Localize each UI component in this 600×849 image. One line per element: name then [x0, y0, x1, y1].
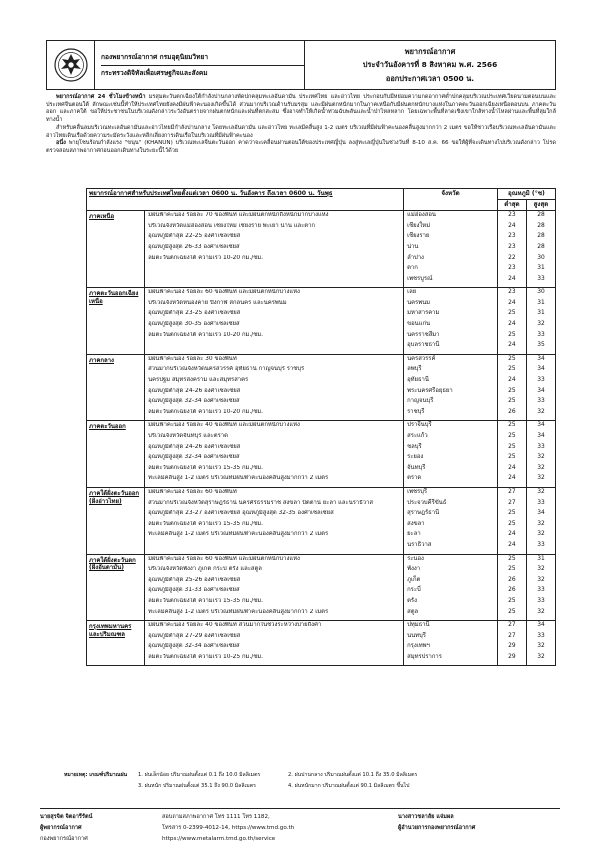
min-temp: 27: [508, 499, 516, 506]
region-name: ภาคใต้ฝั่งตะวันตก (ฝั่งอันดามัน): [87, 554, 145, 621]
min-temp: 27: [508, 488, 516, 495]
max-temp: 34: [537, 366, 545, 373]
forecast-table-body: [87, 211, 556, 666]
forecast-line: บริเวณจังหวัดหนองคาย บึงกาฬ สกลนคร และนครพนม: [148, 299, 287, 306]
min-temp-cell: [497, 554, 526, 621]
forecast-line: มีฝนฟ้าคะนอง ร้อยละ 70 ของพื้นที่ และมีฝนตกหนักถึงหนักมากบางแห่ง: [148, 212, 329, 219]
min-temp: 25: [508, 510, 516, 517]
region-row: [87, 487, 556, 554]
min-temp: 24: [508, 377, 516, 384]
max-temp: 28: [537, 212, 545, 219]
synopsis-text-3: พายุโซนร้อนกำลังแรง "ขนุน" (KHANUN) บริเวณทะเลจีนตะวันออก คาดว่าจะเคลื่อนผ่านตอนใต้ของประเทศญี่ปุ่น ลงสู่ทะเลญี่ปุ่นในช่วงวันที่ 8-10 ส.ค. 66 ขอให้ผู้ที่จะเดินทางไปบริเวณดังกล่าว โปรดตรวจสอบสภาพอากาศก่อนออกเดินทางในระยะนี้ไว้ด้วย: [46, 140, 556, 155]
forecaster-title: ผู้พยากรณ์อากาศ: [40, 824, 82, 831]
forecast-line: มีฝนฟ้าคะนอง ร้อยละ 40 ของพื้นที่ และมีฝนตกหนักบางแห่ง: [148, 422, 300, 429]
min-temp: 25: [508, 355, 516, 362]
forecast-line: อุณหภูมิสูงสุด 32-34 องศาเซลเซียส: [148, 454, 240, 461]
max-temp: 32: [537, 643, 545, 650]
forecast-line: อุณหภูมิสูงสุด 32-34 องศาเซลเซียส: [148, 643, 240, 650]
max-temp: 33: [537, 443, 545, 450]
max-temp: 32: [537, 566, 545, 573]
document-header: [46, 40, 556, 90]
province-name: กระบี่: [407, 587, 421, 594]
synopsis-note-lead: อนึ่ง: [56, 140, 66, 147]
min-temp: 24: [508, 222, 516, 229]
max-temp-cell: [526, 354, 555, 421]
min-temp: 23: [508, 212, 516, 219]
min-temp: 24: [508, 541, 516, 548]
region-row: [87, 211, 556, 288]
province-name: อุบลราชธานี: [407, 342, 440, 349]
forecast-line: มีฝนฟ้าคะนอง ร้อยละ 60 ของพื้นที่ และมีฝนตกหนักบางแห่ง: [148, 555, 300, 562]
province-name: ประจวบคีรีขันธ์: [407, 499, 447, 506]
max-temp: 32: [537, 321, 545, 328]
min-temp-cell: [497, 288, 526, 355]
min-temp: 25: [508, 555, 516, 562]
max-temp-cell: [526, 487, 555, 554]
province-name: ลำปาง: [407, 254, 424, 261]
min-temp: 25: [508, 520, 516, 527]
max-temp: 31: [537, 299, 545, 306]
province-name: ตาก: [407, 265, 418, 272]
forecast-line: ลมตะวันตกเฉียงใต้ ความเร็ว 15-35 กม./ชม.: [148, 520, 264, 527]
province-name: ตราด: [407, 475, 422, 482]
province-name: ตรัง: [407, 597, 417, 604]
region-name: ภาคตะวันออกเฉียงเหนือ: [87, 288, 145, 355]
min-temp: 23: [508, 233, 516, 240]
province-name: ขอนแก่น: [407, 321, 431, 328]
forecast-line: อุณหภูมิต่ำสุด 22-25 องศาเซลเซียส: [148, 233, 241, 240]
min-temp-cell: [497, 487, 526, 554]
director-title: ผู้อำนวยการกองพยากรณ์อากาศ: [398, 824, 476, 831]
min-temp: 26: [508, 587, 516, 594]
rainfall-legend: [64, 772, 554, 790]
min-temp: 25: [508, 454, 516, 461]
max-temp: 34: [537, 387, 545, 394]
province-name: น่าน: [407, 243, 419, 250]
region-forecast: [145, 487, 404, 554]
forecast-line: บริเวณจังหวัดพังงา ภูเก็ต กระบี่ ตรัง และสตูล: [148, 566, 262, 573]
region-row: [87, 288, 556, 355]
province-name: ลพบุรี: [407, 366, 422, 373]
title-block: [305, 41, 555, 89]
max-temp: 32: [537, 454, 545, 461]
region-forecast: [145, 421, 404, 488]
max-temp-cell: [526, 621, 555, 666]
document-date: ประจำวันอังคารที่ 8 สิงหาคม พ.ศ. 2566: [362, 60, 498, 70]
contact-fax-web[interactable]: โทรสาร 0-2399-4012-14, https://www.tmd.go.th: [162, 824, 295, 831]
max-temp: 31: [537, 265, 545, 272]
forecast-line: มีฝนฟ้าคะนอง ร้อยละ 30 ของพื้นที่: [148, 355, 237, 362]
province-name: มหาสารคาม: [407, 310, 440, 317]
garuda-emblem-icon: [53, 46, 89, 84]
max-temp-cell: [526, 554, 555, 621]
max-temp: 33: [537, 275, 545, 282]
region-name: ภาคเหนือ: [87, 211, 145, 288]
min-temp: 25: [508, 310, 516, 317]
province-name: ปทุมธานี: [407, 622, 430, 629]
province-name: พระนครศรีอยุธยา: [407, 387, 453, 394]
max-temp: 34: [537, 510, 545, 517]
max-temp: 33: [537, 398, 545, 405]
province-name: สตูล: [407, 608, 419, 615]
service-link[interactable]: https://www.metalarm.tmd.go.th/service: [162, 835, 276, 842]
min-temp: 29: [508, 653, 516, 660]
province-name: ภูเก็ต: [407, 576, 421, 583]
max-temp: 32: [537, 531, 545, 538]
min-temp: 24: [508, 299, 516, 306]
province-name: เชียงใหม่: [407, 222, 431, 229]
forecast-line: อุณหภูมิต่ำสุด 24-26 องศาเซลเซียส: [148, 443, 241, 450]
province-name: สระแก้ว: [407, 433, 428, 439]
region-forecast: [145, 554, 404, 621]
province-name: นนทบุรี: [407, 632, 426, 639]
forecast-line: ทะเลมีคลื่นสูง 1-2 เมตร บริเวณที่มีฝนฟ้าคะนองคลื่นสูงมากกว่า 2 เมตร: [148, 531, 329, 538]
min-temp: 25: [508, 608, 516, 615]
forecast-line: ลมตะวันตกเฉียงใต้ ความเร็ว 10-25 กม./ชม.: [148, 653, 264, 660]
legend-label: หมายเหตุ: เกณฑ์ปริมาณฝน: [64, 772, 128, 778]
max-temp: 32: [537, 475, 545, 482]
ministry-name: กระทรวงดิจิทัลเพื่อเศรษฐกิจและสังคม: [101, 68, 208, 77]
forecaster-name: นายสุรจิต จิตอารีรัตน์: [40, 813, 93, 820]
max-temp: 34: [537, 422, 545, 429]
province-name: เพชรบุรี: [407, 488, 428, 495]
max-temp: 33: [537, 587, 545, 594]
province-name: ชลบุรี: [407, 443, 422, 450]
min-temp: 24: [508, 342, 516, 349]
max-temp: 35: [537, 342, 545, 349]
forecast-line: ลมตะวันตกเฉียงใต้ ความเร็ว 10-20 กม./ชม.: [148, 408, 264, 415]
director-name: นางสาวชลาลัย แจ่มผล: [398, 813, 454, 820]
region-name: ภาคใต้ฝั่งตะวันออก (ฝั่งอ่าวไทย): [87, 487, 145, 554]
legend-item: 1. ฝนเล็กน้อย ปริมาณฝนตั้งแต่ 0.1 ถึง 10.0 มิลลิเมตร: [138, 772, 261, 778]
max-temp: 32: [537, 488, 545, 495]
province-name: แม่ฮ่องสอน: [407, 212, 436, 219]
min-temp: 25: [508, 387, 516, 394]
forecast-line: อุณหภูมิสูงสุด 31-33 องศาเซลเซียส: [148, 587, 240, 594]
province-name-cell: [404, 288, 498, 355]
max-temp: 33: [537, 541, 545, 548]
min-temp: 24: [508, 464, 516, 471]
min-temp: 24: [508, 531, 516, 538]
province-name: อุทัยธานี: [407, 377, 429, 384]
legend-grid: [138, 772, 468, 790]
min-temp-header: ต่ำสุด: [497, 200, 526, 211]
forecast-line: ทะเลมีคลื่นสูง 1-2 เมตร บริเวณที่มีฝนฟ้าคะนองคลื่นสูงมากกว่า 2 เมตร: [148, 608, 329, 615]
forecast-line: ลมตะวันตกเฉียงใต้ ความเร็ว 10-20 กม./ชม.: [148, 331, 264, 338]
max-temp: 32: [537, 576, 545, 583]
department-block: [95, 41, 305, 89]
max-temp: 28: [537, 233, 545, 240]
min-temp: 25: [508, 566, 516, 573]
max-temp: 34: [537, 622, 545, 629]
min-temp-cell: [497, 211, 526, 288]
max-temp: 28: [537, 243, 545, 250]
min-temp: 27: [508, 632, 516, 639]
forecast-line: บริเวณจังหวัดแม่ฮ่องสอน เชียงใหม่ เชียงราย พะเยา น่าน และตาก: [148, 222, 316, 229]
province-name-cell: [404, 487, 498, 554]
min-temp: 25: [508, 422, 516, 429]
province-name: เพชรบูรณ์: [407, 275, 433, 282]
forecast-line: มีฝนฟ้าคะนอง ร้อยละ 60 ของพื้นที่: [148, 488, 237, 495]
synopsis-paragraph-1: [46, 94, 556, 125]
region-row: [87, 621, 556, 666]
forecast-line: อุณหภูมิสูงสุด 30-35 องศาเซลเซียส: [148, 321, 240, 328]
max-temp: 32: [537, 653, 545, 660]
forecast-line: ส่วนมากบริเวณจังหวัดนครสวรรค์ อุทัยธานี กาญจนบุรี ราชบุรี: [148, 366, 305, 373]
contact-phone: สอบถามสภาพอากาศ โทร 1111 โทร 1182,: [162, 813, 270, 820]
max-temp: 34: [537, 433, 545, 439]
max-temp: 33: [537, 331, 545, 338]
province-name: เลย: [407, 289, 417, 296]
forecast-line: มีฝนฟ้าคะนอง ร้อยละ 60 ของพื้นที่ และมีฝนตกหนักบางแห่ง: [148, 289, 300, 296]
max-temp-cell: [526, 211, 555, 288]
max-temp: 32: [537, 408, 545, 415]
synopsis-paragraph-3: [46, 140, 556, 155]
document-title: พยากรณ์อากาศ: [404, 46, 456, 56]
forecast-line: ทะเลมีคลื่นสูง 1-2 เมตร บริเวณที่มีฝนฟ้าคะนองคลื่นสูงมากกว่า 2 เมตร: [148, 475, 329, 482]
max-temp: 33: [537, 597, 545, 604]
max-temp: 30: [537, 254, 545, 261]
province-name: สมุทรปราการ: [407, 653, 442, 660]
max-temp: 33: [537, 377, 545, 384]
forecast-line: อุณหภูมิสูงสุด 32-34 องศาเซลเซียส: [148, 398, 240, 405]
region-row: [87, 421, 556, 488]
min-temp: 26: [508, 408, 516, 415]
document-footer: [40, 812, 560, 845]
province-name: จันทบุรี: [407, 464, 426, 471]
province-name-cell: [404, 211, 498, 288]
min-temp: 25: [508, 366, 516, 373]
synopsis-text-1: มรสุมตะวันตกเฉียงใต้กำลังปานกลางพัดปกคลุมทะเลอันดามัน ประเทศไทย และอ่าวไทย ประกอบกับมีหย่อมความกดอากาศต่ำปกคลุมบริเวณประเทศเวียดนามตอนบนและประเทศจีนตอนใต้ ลักษณะเช่นนี้ทำให้ประเทศไทยยังคงมีฝนฟ้าคะนองเกิดขึ้นได้ ส่วนมากบริเวณด้านรับมรสุม และมีฝนตกหนักมากในภาคเหนือกับมีฝนตกหนักบางแห่งในภาคตะวันออกเฉียงเหนือตอนบน ภาคตะวันออก และภาคใต้ ขอให้ประชาชนในบริเวณดังกล่าวระวังอันตรายจากฝนตกหนักและฝนที่ตกสะสม ซึ่งอาจทำให้เกิดน้ำท่วมฉับพลันและน้ำป่าไหลหลาก โดยเฉพาะพื้นที่ลาดเชิงเขาใกล้ทางน้ำไหลผ่านและพื้นที่ลุ่มใกล้ทางน้ำ: [46, 94, 557, 124]
province-name-cell: [404, 554, 498, 621]
min-temp: 26: [508, 576, 516, 583]
province-name: พังงา: [407, 566, 421, 573]
region-forecast: [145, 288, 404, 355]
legend-item: 3. ฝนหนัก ปริมาณฝนตั้งแต่ 35.1 ถึง 90.0 มิลลิเมตร: [138, 782, 256, 789]
region-row: [87, 354, 556, 421]
synopsis: [46, 94, 556, 156]
max-temp-cell: [526, 288, 555, 355]
tmd-emblem: [47, 41, 95, 89]
max-temp: 31: [537, 555, 545, 562]
min-temp: 23: [508, 265, 516, 272]
min-temp: 24: [508, 275, 516, 282]
min-temp: 24: [508, 321, 516, 328]
province-header: จังหวัด: [404, 189, 498, 211]
footer-divider: [40, 808, 560, 809]
max-temp: 34: [537, 355, 545, 362]
forecast-line: ลมตะวันตกเฉียงใต้ ความเร็ว 15-35 กม./ชม.: [148, 597, 264, 604]
synopsis-paragraph-2: สำหรับคลื่นลมบริเวณทะเลอันดามันและอ่าวไทยมีกำลังปานกลาง โดยทะเลอันดามัน และอ่าวไทย ทะเลมีคลื่นสูง 1-2 เมตร บริเวณที่มีฝนฟ้าคะนองคลื่นสูงมากกว่า 2 เมตร ขอให้ชาวเรือบริเวณทะเลอันดามันและอ่าวไทยเดินเรือด้วยความระมัดระวังและหลีกเลี่ยงการเดินเรือในบริเวณที่มีฝนฟ้าคะนอง: [46, 124, 556, 139]
forecast-line: ลมตะวันตกเฉียงใต้ ความเร็ว 10-20 กม./ชม.: [148, 254, 264, 261]
min-temp: 29: [508, 643, 516, 650]
forecast-line: มีฝนฟ้าคะนอง ร้อยละ 40 ของพื้นที่ ส่วนมากในช่วงระหว่างบ่ายถึงค่ำ: [148, 622, 322, 629]
region-name: กรุงเทพมหานครและปริมณฑล: [87, 621, 145, 666]
min-temp: 27: [508, 622, 516, 629]
region-name: ภาคกลาง: [87, 354, 145, 421]
forecast-line: ส่วนมากบริเวณจังหวัดสุราษฎร์ธานี นครศรีธรรมราช สงขลา ปัตตานี ยะลา และนราธิวาส: [148, 499, 374, 506]
synopsis-lead: พยากรณ์อากาศ 24 ชั่วโมงข้างหน้า: [56, 94, 146, 100]
forecast-line: อุณหภูมิสูงสุด 26-33 องศาเซลเซียส: [148, 243, 240, 250]
region-row: [87, 554, 556, 621]
temperature-header: อุณหภูมิ (°ซ): [497, 189, 555, 200]
province-name-cell: [404, 621, 498, 666]
province-name: นครพนม: [407, 299, 431, 306]
issued-time: ออกประกาศเวลา 0500 น.: [385, 73, 475, 83]
province-name-cell: [404, 354, 498, 421]
province-name: สุราษฎร์ธานี: [407, 510, 440, 517]
region-forecast: [145, 354, 404, 421]
max-temp: 32: [537, 608, 545, 615]
province-name: ระนอง: [407, 555, 424, 562]
province-name-cell: [404, 421, 498, 488]
max-temp-cell: [526, 421, 555, 488]
max-temp: 32: [537, 520, 545, 527]
min-temp: 25: [508, 597, 516, 604]
max-temp: 28: [537, 222, 545, 229]
forecast-line: อุณหภูมิต่ำสุด 27-29 องศาเซลเซียส: [148, 632, 241, 639]
max-temp: 33: [537, 632, 545, 639]
forecast-line: บริเวณจังหวัดจันทบุรี และตราด: [148, 433, 228, 439]
province-name: ยะลา: [407, 531, 421, 538]
province-name: นครสวรรค์: [407, 355, 436, 362]
forecast-line: นครปฐม สมุทรสงคราม และสมุทรสาคร: [148, 377, 249, 384]
forecast-line: ลมตะวันตกเฉียงใต้ ความเร็ว 15-35 กม./ชม.: [148, 464, 264, 471]
forecast-line: อุณหภูมิต่ำสุด 23-27 องศาเซลเซียส อุณหภูมิสูงสุด 32-35 องศาเซลเซียส: [148, 510, 334, 517]
min-temp: 23: [508, 243, 516, 250]
province-name: เชียงราย: [407, 233, 430, 240]
max-temp-header: สูงสุด: [526, 200, 555, 211]
min-temp: 25: [508, 398, 516, 405]
forecast-table: [86, 188, 556, 666]
min-temp: 23: [508, 289, 516, 296]
province-name: นครราชสีมา: [407, 331, 440, 338]
forecaster-division: กองพยากรณ์อากาศ: [40, 835, 88, 842]
province-name: ปราจีนบุรี: [407, 422, 432, 429]
forecast-line: อุณหภูมิต่ำสุด 23-25 องศาเซลเซียส: [148, 310, 241, 317]
max-temp: 32: [537, 464, 545, 471]
region-forecast: [145, 211, 404, 288]
province-name: นราธิวาส: [407, 541, 432, 548]
min-temp-cell: [497, 421, 526, 488]
legend-item: 4. ฝนหนักมาก ปริมาณฝนตั้งแต่ 90.1 มิลลิเมตร ขึ้นไป: [288, 782, 410, 789]
min-temp-cell: [497, 354, 526, 421]
table-title: พยากรณ์อากาศสำหรับประเทศไทยตั้งแต่เวลา 0600 น. วันอังคาร ถึงเวลา 0600 น. วันพุธ: [87, 189, 404, 211]
province-name: ระยอง: [407, 454, 424, 461]
province-name: กรุงเทพฯ: [407, 643, 430, 650]
min-temp: 25: [508, 433, 516, 439]
province-name: สงขลา: [407, 520, 425, 527]
region-forecast: [145, 621, 404, 666]
min-temp: 24: [508, 475, 516, 482]
max-temp: 33: [537, 499, 545, 506]
region-name: ภาคตะวันออก: [87, 421, 145, 488]
min-temp: 25: [508, 331, 516, 338]
max-temp: 30: [537, 289, 545, 296]
min-temp: 22: [508, 254, 516, 261]
forecast-line: อุณหภูมิต่ำสุด 25-26 องศาเซลเซียส: [148, 576, 241, 583]
min-temp: 25: [508, 443, 516, 450]
legend-item: 2. ฝนปานกลาง ปริมาณฝนตั้งแต่ 10.1 ถึง 35.0 มิลลิเมตร: [288, 772, 418, 778]
min-temp-cell: [497, 621, 526, 666]
department-name: กองพยากรณ์อากาศ กรมอุตุนิยมวิทยา: [101, 50, 304, 66]
province-name: กาญจนบุรี: [407, 398, 434, 405]
province-name: ราชบุรี: [407, 408, 425, 415]
forecast-line: อุณหภูมิต่ำสุด 24-26 องศาเซลเซียส: [148, 387, 241, 394]
max-temp: 31: [537, 310, 545, 317]
